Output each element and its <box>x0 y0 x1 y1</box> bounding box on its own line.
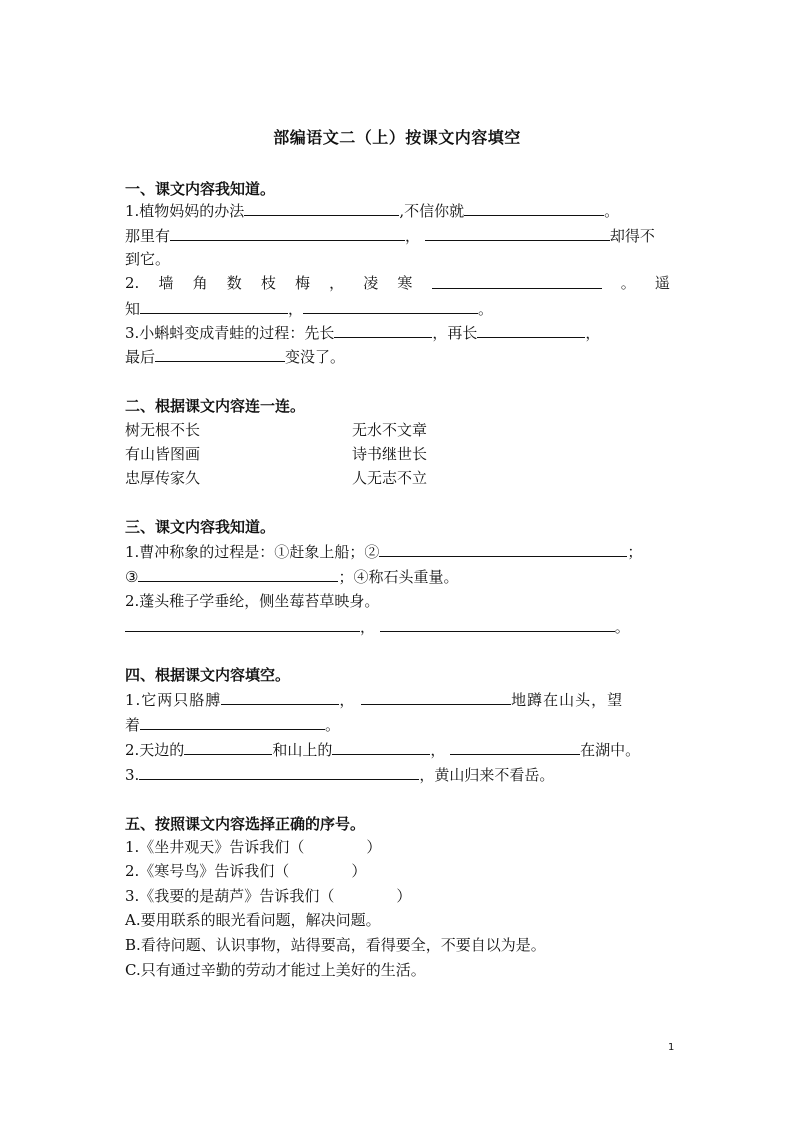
section-5-heading: 五、按照课文内容选择正确的序号。 <box>125 815 366 833</box>
answer-blank[interactable] <box>125 616 360 632</box>
s3-line-4 <box>125 616 670 637</box>
text: 1.曹冲称象的过程是：①赶象上船；② <box>125 543 380 561</box>
answer-blank[interactable] <box>379 541 627 557</box>
s3-line-2 <box>125 566 670 587</box>
s1-line-3: 到它。 <box>125 250 171 268</box>
text: 1.它两只胳膊 <box>125 691 222 709</box>
text: 3. <box>125 766 140 784</box>
answer-blank[interactable] <box>332 739 430 755</box>
text: 凌 <box>363 274 379 292</box>
text: 2. <box>125 274 140 292</box>
text: 知 <box>125 300 141 318</box>
text: ,不信你就 <box>399 202 465 220</box>
text: 数 <box>226 274 242 292</box>
text: 3.《我要的是葫芦》告诉我们（ <box>125 887 335 905</box>
text: ③ <box>125 568 139 586</box>
text: ，黄山归来不看岳。 <box>419 766 555 784</box>
answer-blank[interactable] <box>140 714 325 730</box>
s1-line-7 <box>125 346 670 367</box>
text: 。 <box>604 202 620 220</box>
s4-line-1 <box>125 689 670 710</box>
text: 在湖中。 <box>580 741 641 759</box>
text: ；④称石头重量。 <box>338 568 459 586</box>
text: 。 <box>325 716 341 734</box>
s1-line-5 <box>125 298 670 319</box>
match-left-3[interactable]: 忠厚传家久 <box>125 469 201 487</box>
answer-blank[interactable] <box>477 322 585 338</box>
text: 和山上的 <box>272 741 333 759</box>
answer-blank[interactable] <box>184 739 272 755</box>
text: 却得不 <box>609 227 655 245</box>
text: 1.《坐井观天》告诉我们（ <box>125 838 305 856</box>
text: 枝 <box>260 274 276 292</box>
answer-blank[interactable] <box>140 298 288 314</box>
answer-blank[interactable] <box>244 200 399 216</box>
text: ， <box>585 324 601 342</box>
answer-blank[interactable] <box>138 566 338 582</box>
text: 角 <box>192 274 208 292</box>
text: 。 <box>620 274 636 292</box>
s3-line-1 <box>125 541 670 562</box>
match-left-1[interactable]: 树无根不长 <box>125 421 201 439</box>
text: 遥 <box>654 274 670 292</box>
text: ， <box>360 618 376 636</box>
text: ） <box>351 862 367 880</box>
text: 着 <box>125 716 141 734</box>
text: ， <box>329 274 345 292</box>
s4-line-3 <box>125 739 670 760</box>
answer-blank[interactable] <box>334 322 432 338</box>
text: 2.天边的 <box>125 741 185 759</box>
text: 地蹲在山头，望 <box>511 691 624 709</box>
s1-line-4 <box>125 273 670 293</box>
answer-blank[interactable] <box>361 689 511 705</box>
text: 最后 <box>125 348 156 366</box>
section-2-heading: 二、根据课文内容连一连。 <box>125 397 306 415</box>
answer-blank[interactable] <box>221 689 339 705</box>
text: ，再长 <box>432 324 478 342</box>
section-1-heading: 一、课文内容我知道。 <box>125 180 276 198</box>
answer-blank[interactable] <box>380 616 615 632</box>
match-right-3[interactable]: 人无志不立 <box>352 469 428 487</box>
text: 梅 <box>295 274 311 292</box>
text: ） <box>396 887 412 905</box>
section-4-heading: 四、根据课文内容填空。 <box>125 666 291 684</box>
match-right-1[interactable]: 无水不文章 <box>352 421 428 439</box>
answer-blank[interactable] <box>432 273 602 289</box>
page-title: 部编语文二（上）按课文内容填空 <box>273 128 521 147</box>
s4-line-4 <box>125 764 670 785</box>
answer-blank[interactable] <box>450 739 580 755</box>
s1-line-2 <box>125 225 670 246</box>
page-number: 1 <box>668 1042 675 1053</box>
s5-option-a: A.要用联系的眼光看问题，解决问题。 <box>125 911 381 929</box>
s5-question-1 <box>125 837 670 857</box>
match-left-2[interactable]: 有山皆图画 <box>125 445 201 463</box>
s5-question-3 <box>125 886 670 906</box>
text: ； <box>627 543 643 561</box>
s4-line-2 <box>125 714 670 735</box>
text: 寒 <box>397 274 413 292</box>
answer-blank[interactable] <box>303 298 478 314</box>
text: ， <box>405 227 421 245</box>
s1-line-6 <box>125 322 670 343</box>
section-3-heading: 三、课文内容我知道。 <box>125 518 276 536</box>
text: ， <box>288 300 304 318</box>
answer-blank[interactable] <box>425 225 610 241</box>
text: ， <box>430 741 446 759</box>
s3-line-3: 2.蓬头稚子学垂纶，侧坐莓苔草映身。 <box>125 592 380 610</box>
text: 。 <box>614 618 630 636</box>
text: 3.小蝌蚪变成青蛙的过程：先长 <box>125 324 335 342</box>
text: ， <box>339 691 356 709</box>
text: 那里有 <box>125 227 171 245</box>
s5-option-b: B.看待问题、认识事物，站得要高，看得要全，不要自以为是。 <box>125 936 546 954</box>
text: 变没了。 <box>285 348 346 366</box>
text: 墙 <box>158 274 174 292</box>
answer-blank[interactable] <box>170 225 405 241</box>
answer-blank[interactable] <box>155 346 285 362</box>
s1-line-1 <box>125 200 670 221</box>
s5-question-2 <box>125 861 670 881</box>
text: ） <box>366 838 382 856</box>
match-right-2[interactable]: 诗书继世长 <box>352 445 428 463</box>
s5-option-c: C.只有通过辛勤的劳动才能过上美好的生活。 <box>125 961 426 979</box>
text: 2.《寒号鸟》告诉我们（ <box>125 862 290 880</box>
text: 。 <box>478 300 494 318</box>
answer-blank[interactable] <box>464 200 604 216</box>
answer-blank[interactable] <box>139 764 419 780</box>
text: 1.植物妈妈的办法 <box>125 202 245 220</box>
